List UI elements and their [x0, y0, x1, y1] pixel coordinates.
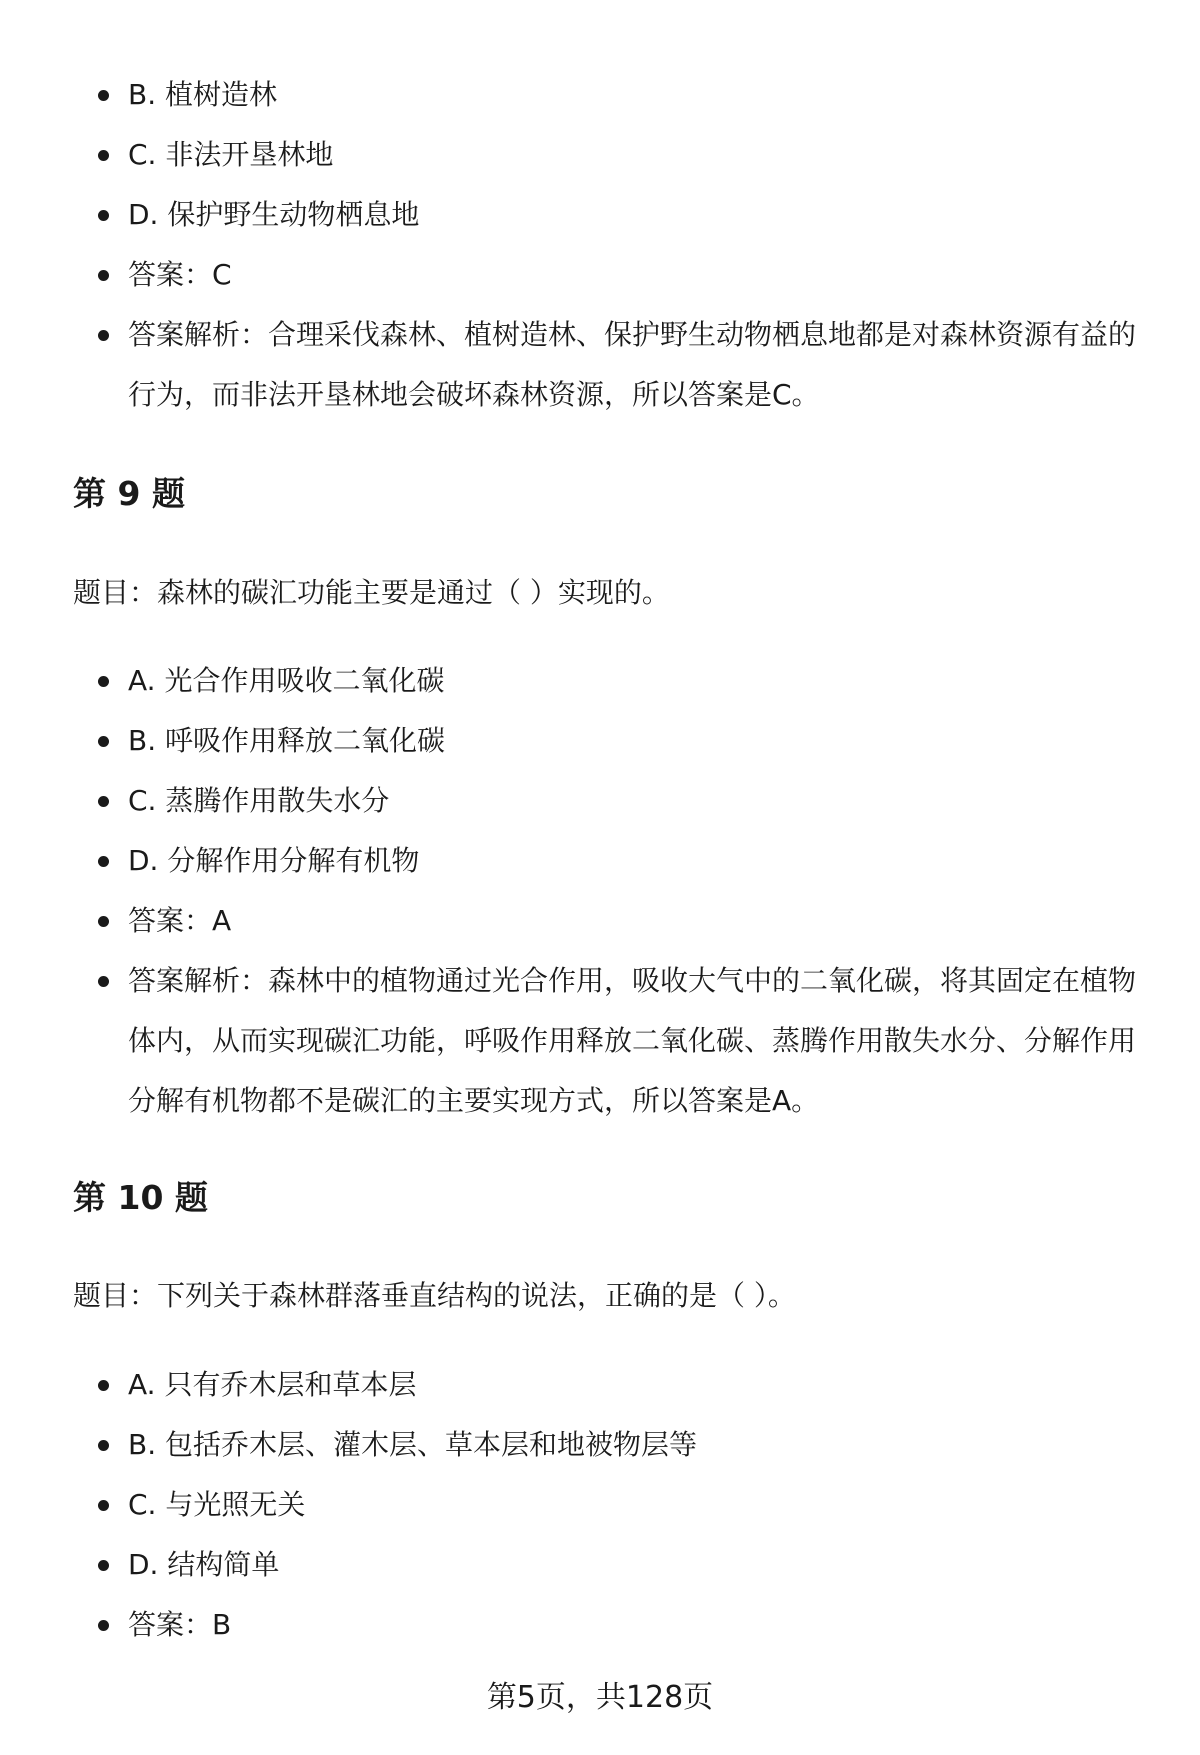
answer-explanation: 答案解析：森林中的植物通过光合作用，吸收大气中的二氧化碳，将其固定在植物体内，从而实现碳汇功能，呼吸作用释放二氧化碳、蒸腾作用散失水分、分解作用分解有机物都不是碳汇的主要实现方式，所以答案是A。 [0, 951, 1200, 1131]
answer: 答案：A [0, 891, 1200, 951]
option-b: B. 包括乔木层、灌木层、草本层和地被物层等 [0, 1415, 1200, 1475]
option-b: B. 呼吸作用释放二氧化碳 [0, 711, 1200, 771]
answer: 答案：C [0, 245, 1200, 305]
option-d: D. 保护野生动物栖息地 [0, 185, 1200, 245]
option-c: C. 蒸腾作用散失水分 [0, 771, 1200, 831]
option-a: A. 光合作用吸收二氧化碳 [0, 651, 1200, 711]
question-9-option-list [0, 651, 1200, 1131]
option-c: C. 与光照无关 [0, 1475, 1200, 1535]
question-10-option-list [0, 1355, 1200, 1655]
option-c: C. 非法开垦林地 [0, 125, 1200, 185]
prev-question-option-list [0, 65, 1200, 425]
answer: 答案：B [0, 1595, 1200, 1655]
option-b: B. 植树造林 [0, 65, 1200, 125]
page-number: 第5页，共128页 [486, 1680, 714, 1715]
question-10-stem: 题目：下列关于森林群落垂直结构的说法，正确的是（ ）。 [73, 1279, 796, 1312]
question-9-heading: 第 9 题 [73, 474, 185, 513]
question-10-heading: 第 10 题 [73, 1178, 208, 1217]
option-a: A. 只有乔木层和草本层 [0, 1355, 1200, 1415]
question-9-stem: 题目：森林的碳汇功能主要是通过（ ）实现的。 [73, 576, 670, 609]
option-d: D. 分解作用分解有机物 [0, 831, 1200, 891]
answer-explanation: 答案解析：合理采伐森林、植树造林、保护野生动物栖息地都是对森林资源有益的行为，而非法开垦林地会破坏森林资源，所以答案是C。 [0, 305, 1200, 425]
option-d: D. 结构简单 [0, 1535, 1200, 1595]
